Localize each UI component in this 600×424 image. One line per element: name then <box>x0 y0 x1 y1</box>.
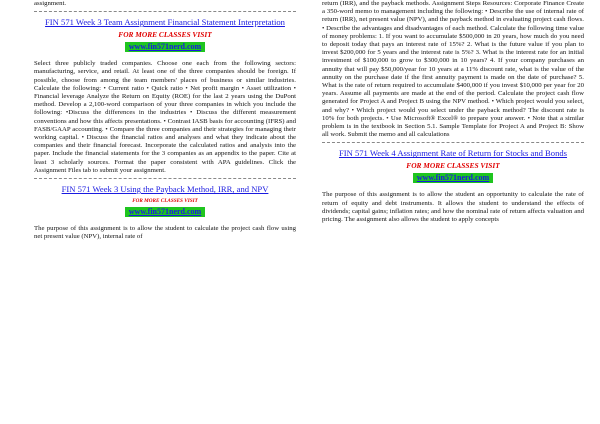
section-title[interactable]: FIN 571 Week 3 Using the Payback Method, IRR, and NPV <box>61 184 269 195</box>
promo-text: FOR MORE CLASSES VISIT <box>118 30 212 40</box>
body-text: The purpose of this assignment is to allow the student an opportunity to calculate the rate of return of equity and debt instruments. It allows the student to understand the effects of dividends; capital gains; inflation rates; and how the nominal rate of return affects valuation and pricing. The assignment also allows the student to apply concepts <box>322 191 584 224</box>
website-link[interactable]: www.fin571nerd.com <box>413 173 493 183</box>
body-text: assignment. <box>34 0 67 7</box>
divider <box>34 178 296 179</box>
website-link[interactable]: www.fin571nerd.com <box>125 42 205 52</box>
body-text: return (IRR), and the payback methods. Assignment Steps Resources: Corporate Finance Create a 350-word memo to management including the following: • Describe the use of internal rate of return (IRR), net present value (NPV), and the payback method in evaluating project cash flows. • Describe the advantages and disadvantages of each method. Calculate the following time value of money problems: 1. If you want to accumulate $500,000 in 20 years, how much do you need to deposit today that pays an interest rate of 15%? 2. What is the future value if you plan to invest $200,000 for 5 years and the interest rate is 5%? 3. What is the interest rate for an initial investment of $100,000 to grow to $300,000 in 10 years? 4. If your company purchases an annuity that will pay $50,000/year for 10 years at a 11% discount rate, what is the value of the annuity on the purchase date if the first annuity payment is made on the date of purchase? 5. What is the rate of return required to accumulate $400,000 if you invest $10,000 per year for 20 years. Assume all payments are made at the end of the period. Calculate the project cash flow generated for Project A and Project B using the NPV method. • Which project would you select, and why? • Which project would you select under the payback method? The discount rate is 10% for both projects. • Use Microsoft® Excel® to prepare your answer. • Note that a similar problem is in the textbook in Section 5.1. Sample Template for Project A and Project B: Show all work. Submit the memo and all calculations <box>322 0 584 139</box>
right-column <box>322 0 584 224</box>
promo-text: FOR MORE CLASSES VISIT <box>132 198 198 205</box>
section-title[interactable]: FIN 571 Week 4 Assignment Rate of Return for Stocks and Bonds <box>338 148 568 159</box>
left-column <box>34 0 296 241</box>
body-text: Select three publicly traded companies. Choose one each from the following sectors: manufacturing, service, and retail. At least one of the three companies should be foreign. If possible, choose from among the team members' places of business or similar industries. Calculate the following: • Current ratio • Quick ratio • Net profit margin • Asset utilization • Financial leverage Analyze the Return on Equity (ROE) for the last 2 years using the DuPont method. Develop a 2,100-word comparison of your three companies in which you include the following: •Discuss the differences in the industries • Discuss the different measurement conventions and how this affects presentations. • Contrast IASB basis for accounting (IFRS) and FASB/GAAP accounting. • Compare the three companies and their strategies for managing their working capital. • Discuss the financial ratios and analyses and what they indicate about the companies and their financial forecast. Incorporate the calculated ratios and analysis into the paper. Include the financial statements for the 3 companies as an appendix to the paper. Cite at least 3 scholarly sources. Format the paper consistent with APA guidelines. Click the Assignment Files tab to submit your assignment. <box>34 60 296 174</box>
website-link[interactable]: www.fin571nerd.com <box>125 207 205 217</box>
section-title[interactable]: FIN 571 Week 3 Team Assignment Financial Statement Interpretation <box>45 17 285 28</box>
body-text: The purpose of this assignment is to allow the student to calculate the project cash flow using net present value (NPV), internal rate of <box>34 225 296 241</box>
promo-text: FOR MORE CLASSES VISIT <box>406 161 500 171</box>
divider <box>322 142 584 143</box>
divider <box>34 11 296 12</box>
